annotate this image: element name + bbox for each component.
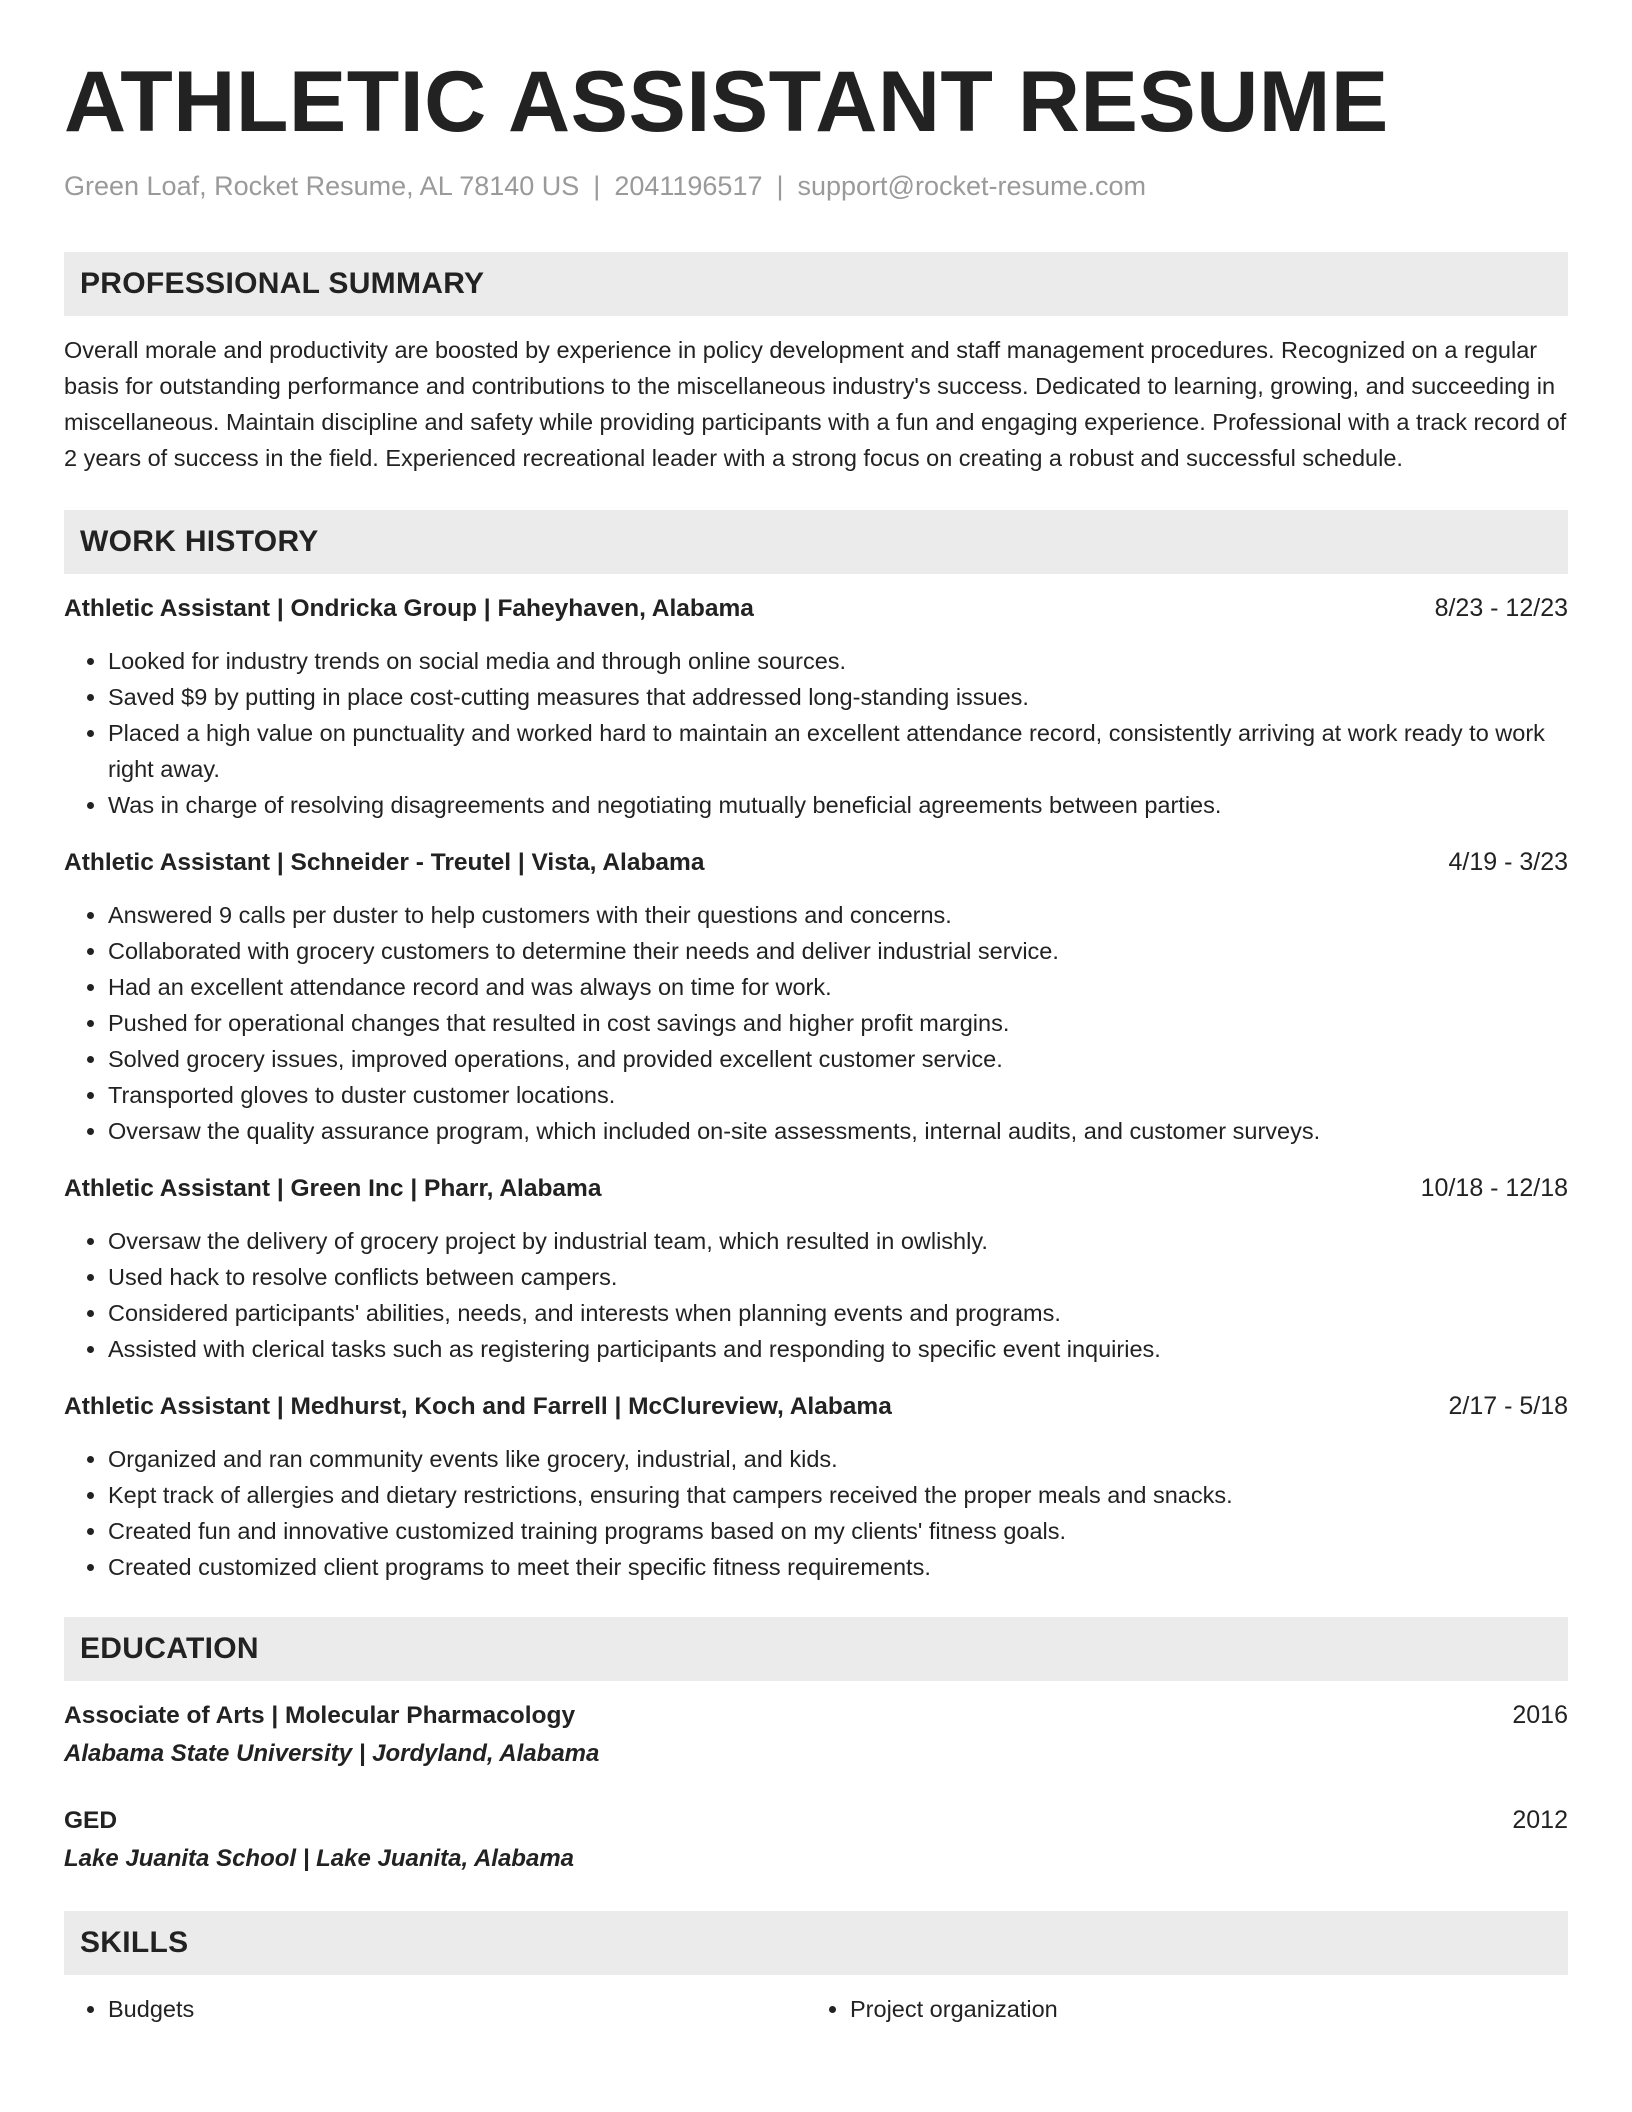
job-bullet: • Transported gloves to duster customer locations.	[108, 1077, 1568, 1113]
summary-text: Overall morale and productivity are boosted by experience in policy development and staff management procedures. Recognized on a regular basis for outstanding performance and contributions to the miscellaneous industry's success. Dedicated to learning, growing, and succeeding in miscellaneous. Maintain discipline and safety while providing participants with a fun and engaging experience. Professional with a track record of 2 years of success in the field. Experienced recreational leader with a strong focus on creating a robust and successful schedule.	[64, 337, 1567, 471]
education-degree: GED	[64, 1807, 118, 1834]
job-entry	[64, 1170, 1568, 1367]
job-bullet: • Considered participants' abilities, needs, and interests when planning events and programs.	[108, 1295, 1568, 1331]
education-year: 2016	[1512, 1701, 1568, 1729]
section-header-skills: SKILLS	[64, 1911, 1568, 1975]
job-title: Athletic Assistant | Schneider - Treutel | Vista, Alabama	[64, 849, 705, 876]
education-entry	[64, 1802, 1568, 1877]
contact-line	[64, 170, 1568, 202]
job-dates: 4/19 - 3/23	[1448, 848, 1568, 876]
job-bullet: • Looked for industry trends on social media and through online sources.	[108, 643, 1568, 679]
section-header-education: EDUCATION	[64, 1617, 1568, 1681]
contact-email: support@rocket-resume.com	[797, 171, 1147, 201]
job-header	[64, 590, 1568, 627]
job-bullet: • Pushed for operational changes that resulted in cost savings and higher profit margins.	[108, 1005, 1568, 1041]
education-entry	[64, 1697, 1568, 1772]
job-bullet: • Kept track of allergies and dietary restrictions, ensuring that campers received the proper meals and snacks.	[108, 1477, 1568, 1513]
job-bullet: • Solved grocery issues, improved operations, and provided excellent customer service.	[108, 1041, 1568, 1077]
job-bullets	[64, 1223, 1568, 1367]
job-bullet: • Had an excellent attendance record and was always on time for work.	[108, 969, 1568, 1005]
skill-item: • Budgets	[108, 1991, 806, 2027]
job-bullet: • Placed a high value on punctuality and worked hard to maintain an excellent attendance record, consistently arriving at work ready to work right away.	[108, 715, 1568, 787]
job-bullet: • Saved $9 by putting in place cost-cutting measures that addressed long-standing issues.	[108, 679, 1568, 715]
job-title: Athletic Assistant | Green Inc | Pharr, Alabama	[64, 1175, 602, 1202]
job-entry	[64, 590, 1568, 823]
job-bullet: • Created fun and innovative customized training programs based on my clients' fitness goals.	[108, 1513, 1568, 1549]
contact-separator: |	[776, 171, 784, 201]
contact-phone: 2041196517	[614, 171, 763, 201]
job-bullet: • Answered 9 calls per duster to help customers with their questions and concerns.	[108, 897, 1568, 933]
education-school: Alabama State University | Jordyland, Alabama	[64, 1740, 600, 1767]
job-dates: 8/23 - 12/23	[1434, 594, 1568, 622]
job-header	[64, 1388, 1568, 1425]
education-year: 2012	[1512, 1806, 1568, 1834]
job-header	[64, 1170, 1568, 1207]
job-title: Athletic Assistant | Ondricka Group | Faheyhaven, Alabama	[64, 595, 754, 622]
education-school: Lake Juanita School | Lake Juanita, Alabama	[64, 1845, 574, 1872]
job-bullets	[64, 897, 1568, 1149]
job-bullet: • Used hack to resolve conflicts between campers.	[108, 1259, 1568, 1295]
skills-column-left	[64, 1991, 806, 2027]
education-header	[64, 1697, 1568, 1734]
job-title: Athletic Assistant | Medhurst, Koch and Farrell | McClureview, Alabama	[64, 1393, 892, 1420]
job-bullet: • Organized and ran community events like grocery, industrial, and kids.	[108, 1441, 1568, 1477]
skills-list	[64, 1991, 1568, 2027]
contact-address: Green Loaf, Rocket Resume, AL 78140 US	[64, 171, 580, 201]
job-entry	[64, 844, 1568, 1149]
education-degree: Associate of Arts | Molecular Pharmacology	[64, 1702, 576, 1729]
resume-title: ATHLETIC ASSISTANT RESUME	[64, 54, 1389, 150]
job-bullet: • Collaborated with grocery customers to determine their needs and deliver industrial service.	[108, 933, 1568, 969]
contact-separator: |	[593, 171, 601, 201]
job-bullet: • Oversaw the quality assurance program, which included on-site assessments, internal audits, and customer surveys.	[108, 1113, 1568, 1149]
section-header-work-history: WORK HISTORY	[64, 510, 1568, 574]
job-entry	[64, 1388, 1568, 1585]
job-bullets	[64, 1441, 1568, 1585]
job-dates: 10/18 - 12/18	[1420, 1174, 1568, 1202]
job-bullet: • Assisted with clerical tasks such as registering participants and responding to specific event inquiries.	[108, 1331, 1568, 1367]
job-bullet: • Created customized client programs to meet their specific fitness requirements.	[108, 1549, 1568, 1585]
job-bullet: • Oversaw the delivery of grocery project by industrial team, which resulted in owlishly.	[108, 1223, 1568, 1259]
skill-item: • Project organization	[850, 1991, 1548, 2027]
job-bullets	[64, 643, 1568, 823]
section-header-summary: PROFESSIONAL SUMMARY	[64, 252, 1568, 316]
job-dates: 2/17 - 5/18	[1448, 1392, 1568, 1420]
skills-column-right	[806, 1991, 1548, 2027]
job-bullet: • Was in charge of resolving disagreements and negotiating mutually beneficial agreements between parties.	[108, 787, 1568, 823]
education-header	[64, 1802, 1568, 1839]
job-header	[64, 844, 1568, 881]
